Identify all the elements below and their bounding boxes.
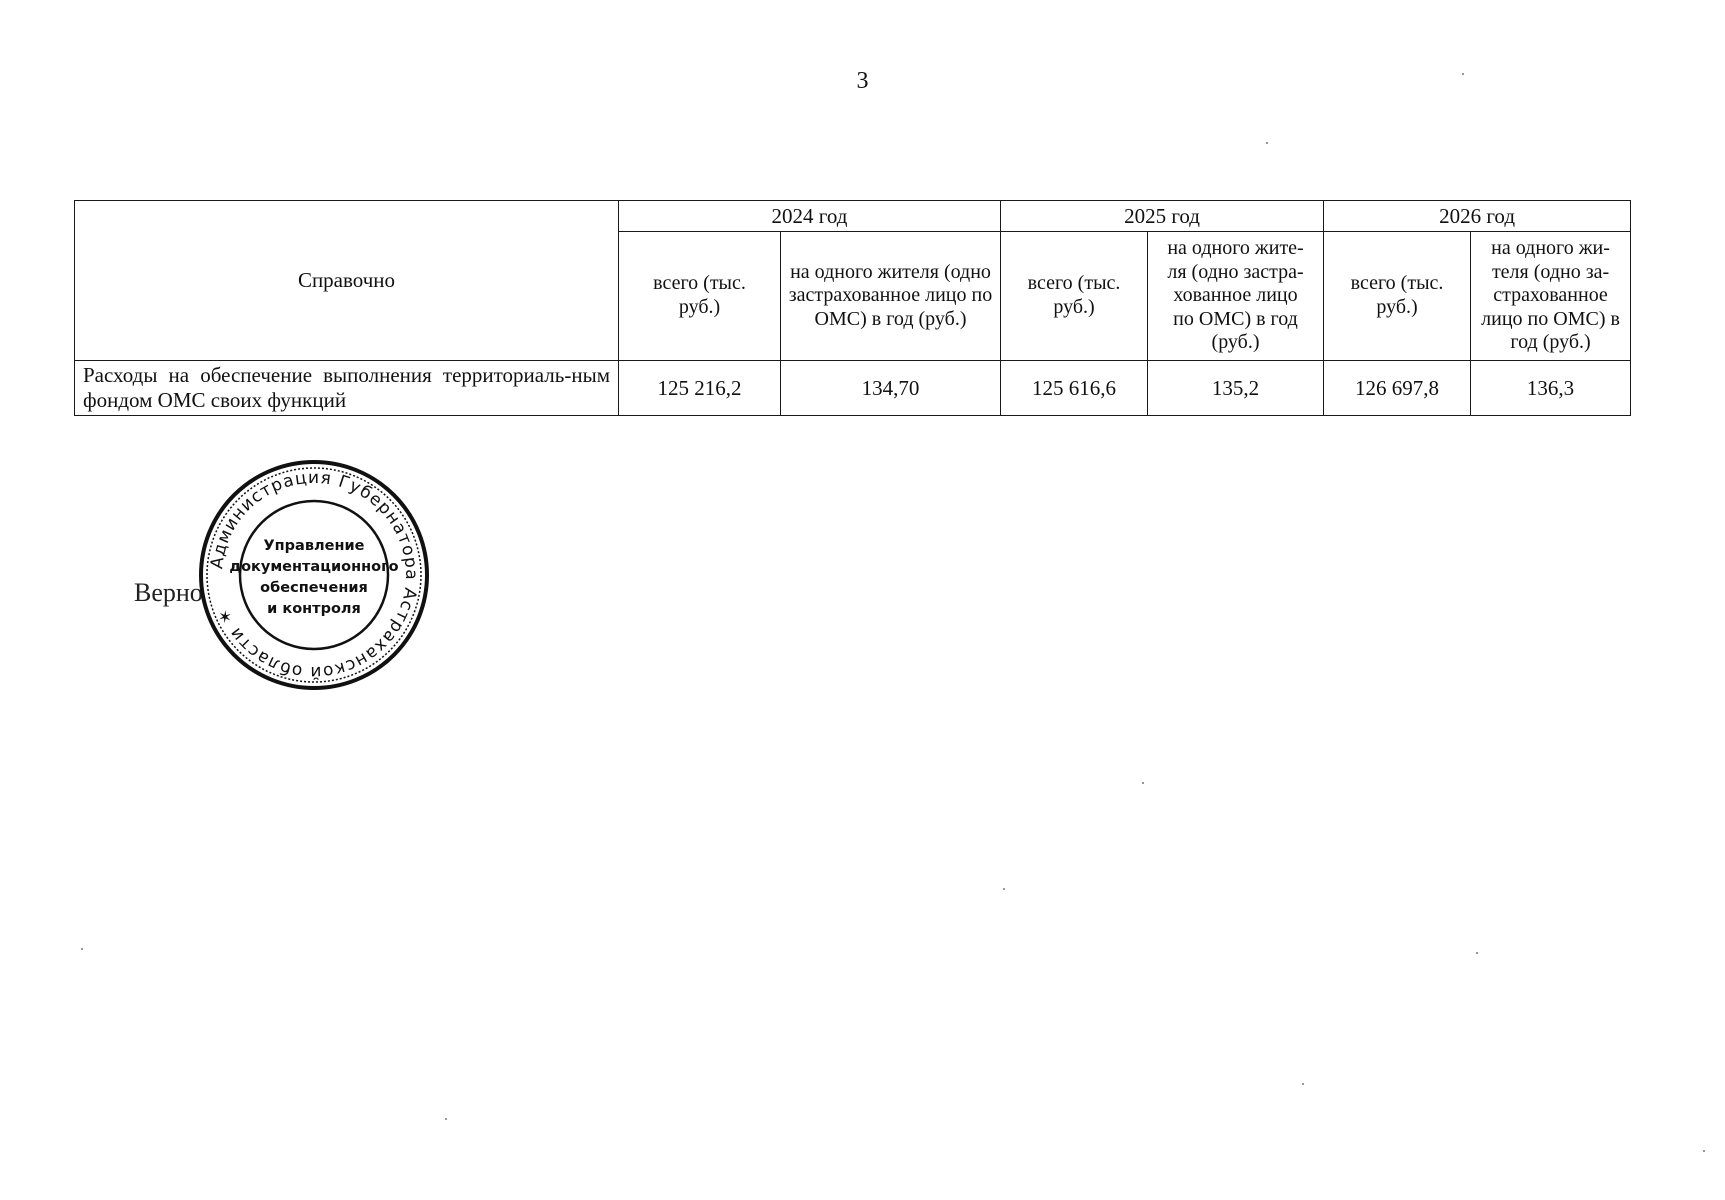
table-row	[75, 361, 1631, 416]
header-spravochno: Справочно	[75, 201, 619, 361]
scan-speck	[1462, 73, 1464, 75]
subheader-per-capita-2025: на одного жите-ля (одно застра-хованное лицо по ОМС) в год (руб.)	[1148, 232, 1324, 361]
scan-speck	[1266, 142, 1268, 144]
cell-per-capita-2026: 136,3	[1471, 361, 1631, 416]
header-year-2025: 2025 год	[1001, 201, 1324, 232]
subheader-total-2025: всего (тыс. руб.)	[1001, 232, 1148, 361]
row-label-expenses: Расходы на обеспечение выполнения территориаль-ным фондом ОМС своих функций	[75, 361, 619, 416]
header-year-2026: 2026 год	[1324, 201, 1631, 232]
reference-table	[74, 200, 1631, 416]
subheader-total-2026: всего (тыс. руб.)	[1324, 232, 1471, 361]
scan-speck	[1703, 1150, 1705, 1152]
stamp-line-3: обеспечения	[260, 580, 368, 596]
verno-label: Верно	[134, 578, 203, 607]
scan-speck	[445, 1118, 447, 1120]
header-year-2024: 2024 год	[619, 201, 1001, 232]
header-row-years	[75, 201, 1631, 232]
cell-total-2026: 126 697,8	[1324, 361, 1471, 416]
scan-speck	[81, 948, 83, 950]
subheader-per-capita-2026: на одного жи-теля (одно за-страхованное лицо по ОМС) в год (руб.)	[1471, 232, 1631, 361]
stamp-ring-text: Администрация Губернатора Астраханской области ✶	[207, 467, 422, 683]
stamp-line-1: Управление	[263, 538, 365, 554]
stamp-area	[134, 455, 434, 695]
cell-total-2024: 125 216,2	[619, 361, 781, 416]
subheader-per-capita-2024: на одного жителя (одно застрахованное лицо по ОМС) в год (руб.)	[781, 232, 1001, 361]
scan-speck	[1302, 1083, 1304, 1085]
scan-speck	[1142, 782, 1144, 784]
stamp-line-2: документационного	[229, 559, 399, 575]
cell-total-2025: 125 616,6	[1001, 361, 1148, 416]
cell-per-capita-2024: 134,70	[781, 361, 1001, 416]
scan-speck	[1476, 952, 1478, 954]
official-stamp	[194, 455, 434, 695]
subheader-total-2024: всего (тыс. руб.)	[619, 232, 781, 361]
stamp-line-4: и контроля	[267, 601, 361, 617]
scan-speck	[1003, 888, 1005, 890]
cell-per-capita-2025: 135,2	[1148, 361, 1324, 416]
page-number: 3	[856, 68, 869, 94]
